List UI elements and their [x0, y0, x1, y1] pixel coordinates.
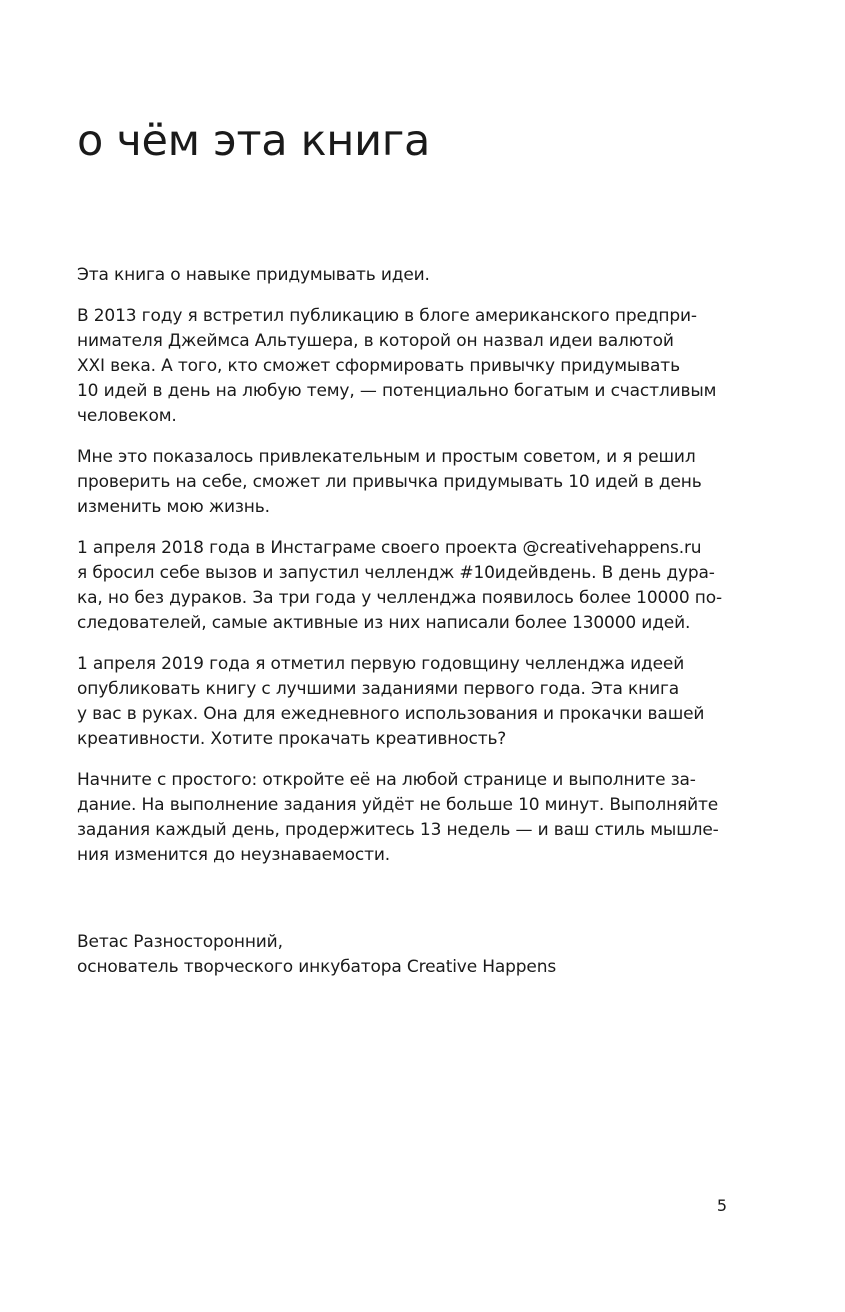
text-line: человеком.	[77, 406, 177, 426]
text-line: я бросил себе вызов и запустил челлендж #10идейвдень. В день дура-	[77, 563, 715, 583]
text-line: ка, но без дураков. За три года у челленджа появилось более 10000 по-	[77, 588, 722, 608]
author-role: основатель творческого инкубатора Creative Happens	[77, 957, 557, 977]
text-line: Начните с простого: откройте её на любой странице и выполните за-	[77, 770, 696, 790]
text-line: нимателя Джеймса Альтушера, в которой он назвал идеи валютой	[77, 331, 674, 351]
author-name: Ветас Разносторонний,	[77, 932, 283, 952]
text-line: Мне это показалось привлекательным и простым советом, и я решил	[77, 447, 696, 467]
text-line: проверить на себе, сможет ли привычка придумывать 10 идей в день	[77, 472, 702, 492]
text-line: XXI века. А того, кто сможет сформировать привычку придумывать	[77, 356, 680, 376]
paragraph-instructions	[77, 768, 777, 868]
text-line: 1 апреля 2019 года я отметил первую годовщину челленджа идеей	[77, 654, 685, 674]
paragraph-anniversary	[77, 652, 777, 752]
text-line: дание. На выполнение задания уйдёт не больше 10 минут. Выполняйте	[77, 795, 719, 815]
text-line: 1 апреля 2018 года в Инстаграме своего проекта @creativehappens.ru	[77, 538, 702, 558]
body-text	[77, 263, 777, 884]
text-line: креативности. Хотите прокачать креативность?	[77, 729, 507, 749]
paragraph-intro	[77, 263, 777, 288]
text-line: следователей, самые активные из них написали более 130000 идей.	[77, 613, 691, 633]
page-number: 5	[716, 1196, 727, 1215]
text-line: у вас в руках. Она для ежедневного использования и прокачки вашей	[77, 704, 705, 724]
text-line: изменить мою жизнь.	[77, 497, 270, 517]
text-line: 10 идей в день на любую тему, — потенциально богатым и счастливым	[77, 381, 717, 401]
text-line: задания каждый день, продержитесь 13 недель — и ваш стиль мышле-	[77, 820, 719, 840]
text-line: Эта книга о навыке придумывать идеи.	[77, 265, 430, 285]
paragraph-altucher	[77, 304, 777, 429]
text-line: В 2013 году я встретил публикацию в блоге американского предпри-	[77, 306, 697, 326]
paragraph-decision	[77, 445, 777, 520]
paragraph-challenge-start	[77, 536, 777, 636]
text-line: опубликовать книгу с лучшими заданиями первого года. Эта книга	[77, 679, 680, 699]
author-signature	[77, 930, 556, 980]
text-line: ния изменится до неузнаваемости.	[77, 845, 390, 865]
page-title: о чём эта книга	[77, 116, 431, 166]
